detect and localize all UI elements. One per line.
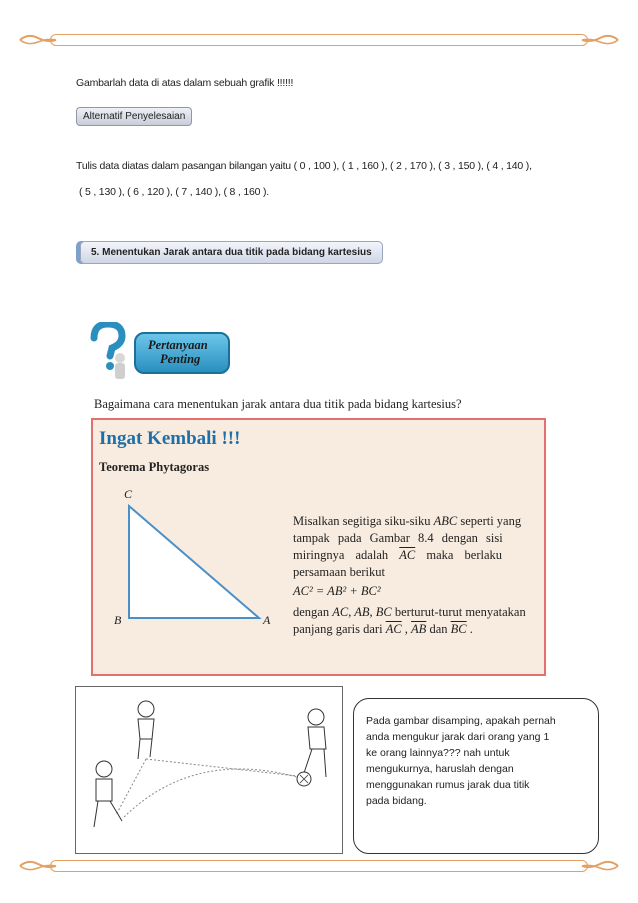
top-border-line <box>50 34 588 46</box>
question-text: Bagaimana cara menentukan jarak antara dua titik pada bidang kartesius? <box>94 397 462 411</box>
intro-text: Gambarlah data di atas dalam sebuah grafik !!!!!! <box>76 77 294 89</box>
scroll-ornament-icon <box>18 32 58 48</box>
badge-line-1: Pertanyaan <box>148 338 208 352</box>
recall-para-line-4: persamaan berikut <box>293 565 385 579</box>
speech-line-5: menggunakan rumus jarak dua titik <box>366 779 530 791</box>
pythagoras-formula: AC² = AB² + BC² <box>293 584 381 598</box>
scroll-ornament-icon <box>580 32 620 48</box>
recall-para-line-2: tampak pada Gambar 8.4 dengan sisi <box>293 531 503 545</box>
alternatif-penyelesaian-button[interactable]: Alternatif Penyelesaian <box>76 107 192 126</box>
pertanyaan-penting-badge <box>134 332 230 374</box>
recall-para-line-5 <box>293 604 526 620</box>
text-segment: seperti yang <box>457 514 522 528</box>
segment-bc: $\overline{BC}$ <box>450 622 467 636</box>
recall-para-line-1 <box>293 513 521 529</box>
right-triangle-icon <box>123 502 263 622</box>
illustration-drawing <box>76 687 342 853</box>
text-segment: maka berlaku <box>415 548 503 562</box>
badge-line-2: Penting <box>160 352 201 366</box>
children-kicking-ball-illustration <box>75 686 343 854</box>
scroll-ornament-icon <box>18 858 58 874</box>
speech-bubble <box>353 698 599 854</box>
text-segment: , <box>401 622 412 636</box>
section-heading: 5. Menentukan Jarak antara dua titik pada bidang kartesius <box>80 241 383 264</box>
vertex-c-label: C <box>124 487 133 501</box>
text-segment: Misalkan segitiga siku-siku <box>293 514 434 528</box>
recall-para-line-6 <box>293 621 473 637</box>
text-segment: dengan <box>293 605 333 619</box>
speech-line-6: pada bidang. <box>366 795 427 807</box>
variables-list: AC, AB, BC <box>332 605 392 619</box>
text-segment: dan <box>426 622 451 636</box>
segment-ac: $\overline{AC}$ <box>399 548 416 562</box>
scroll-ornament-icon <box>580 858 620 874</box>
pairs-line-1: Tulis data diatas dalam pasangan bilangan yaitu ( 0 , 100 ), ( 1 , 160 ), ( 2 , 170 ), ( 3 , 150 ), ( 4 , 140 ), <box>76 160 532 172</box>
segment-ac: $\overline{AC}$ <box>385 622 402 636</box>
recall-box <box>91 418 546 676</box>
pairs-line-2: ( 5 , 130 ), ( 6 , 120 ), ( 7 , 140 ), ( 8 , 160 ). <box>79 186 269 198</box>
speech-line-3: ke orang lainnya??? nah untuk <box>366 747 510 759</box>
triangle-abc: ABC <box>433 514 458 528</box>
speech-line-1: Pada gambar disamping, apakah pernah <box>366 715 556 727</box>
text-segment: miringnya adalah <box>293 548 400 562</box>
segment-ab: $\overline{AB}$ <box>411 622 427 636</box>
question-mark-figure-icon <box>88 322 132 382</box>
text-segment: panjang garis dari <box>293 622 386 636</box>
vertex-a-label: A <box>263 613 271 627</box>
vertex-b-label: B <box>114 613 122 627</box>
bottom-border-line <box>50 860 588 872</box>
speech-line-4: mengukurnya, haruslah dengan <box>366 763 514 775</box>
recall-title: Ingat Kembali !!! <box>99 428 241 449</box>
recall-para-line-3 <box>293 547 502 563</box>
text-segment: berturut-turut menyatakan <box>391 605 526 619</box>
recall-subtitle: Teorema Phytagoras <box>99 460 210 474</box>
text-segment: . <box>466 622 473 636</box>
speech-line-2: anda mengukur jarak dari orang yang 1 <box>366 731 550 743</box>
